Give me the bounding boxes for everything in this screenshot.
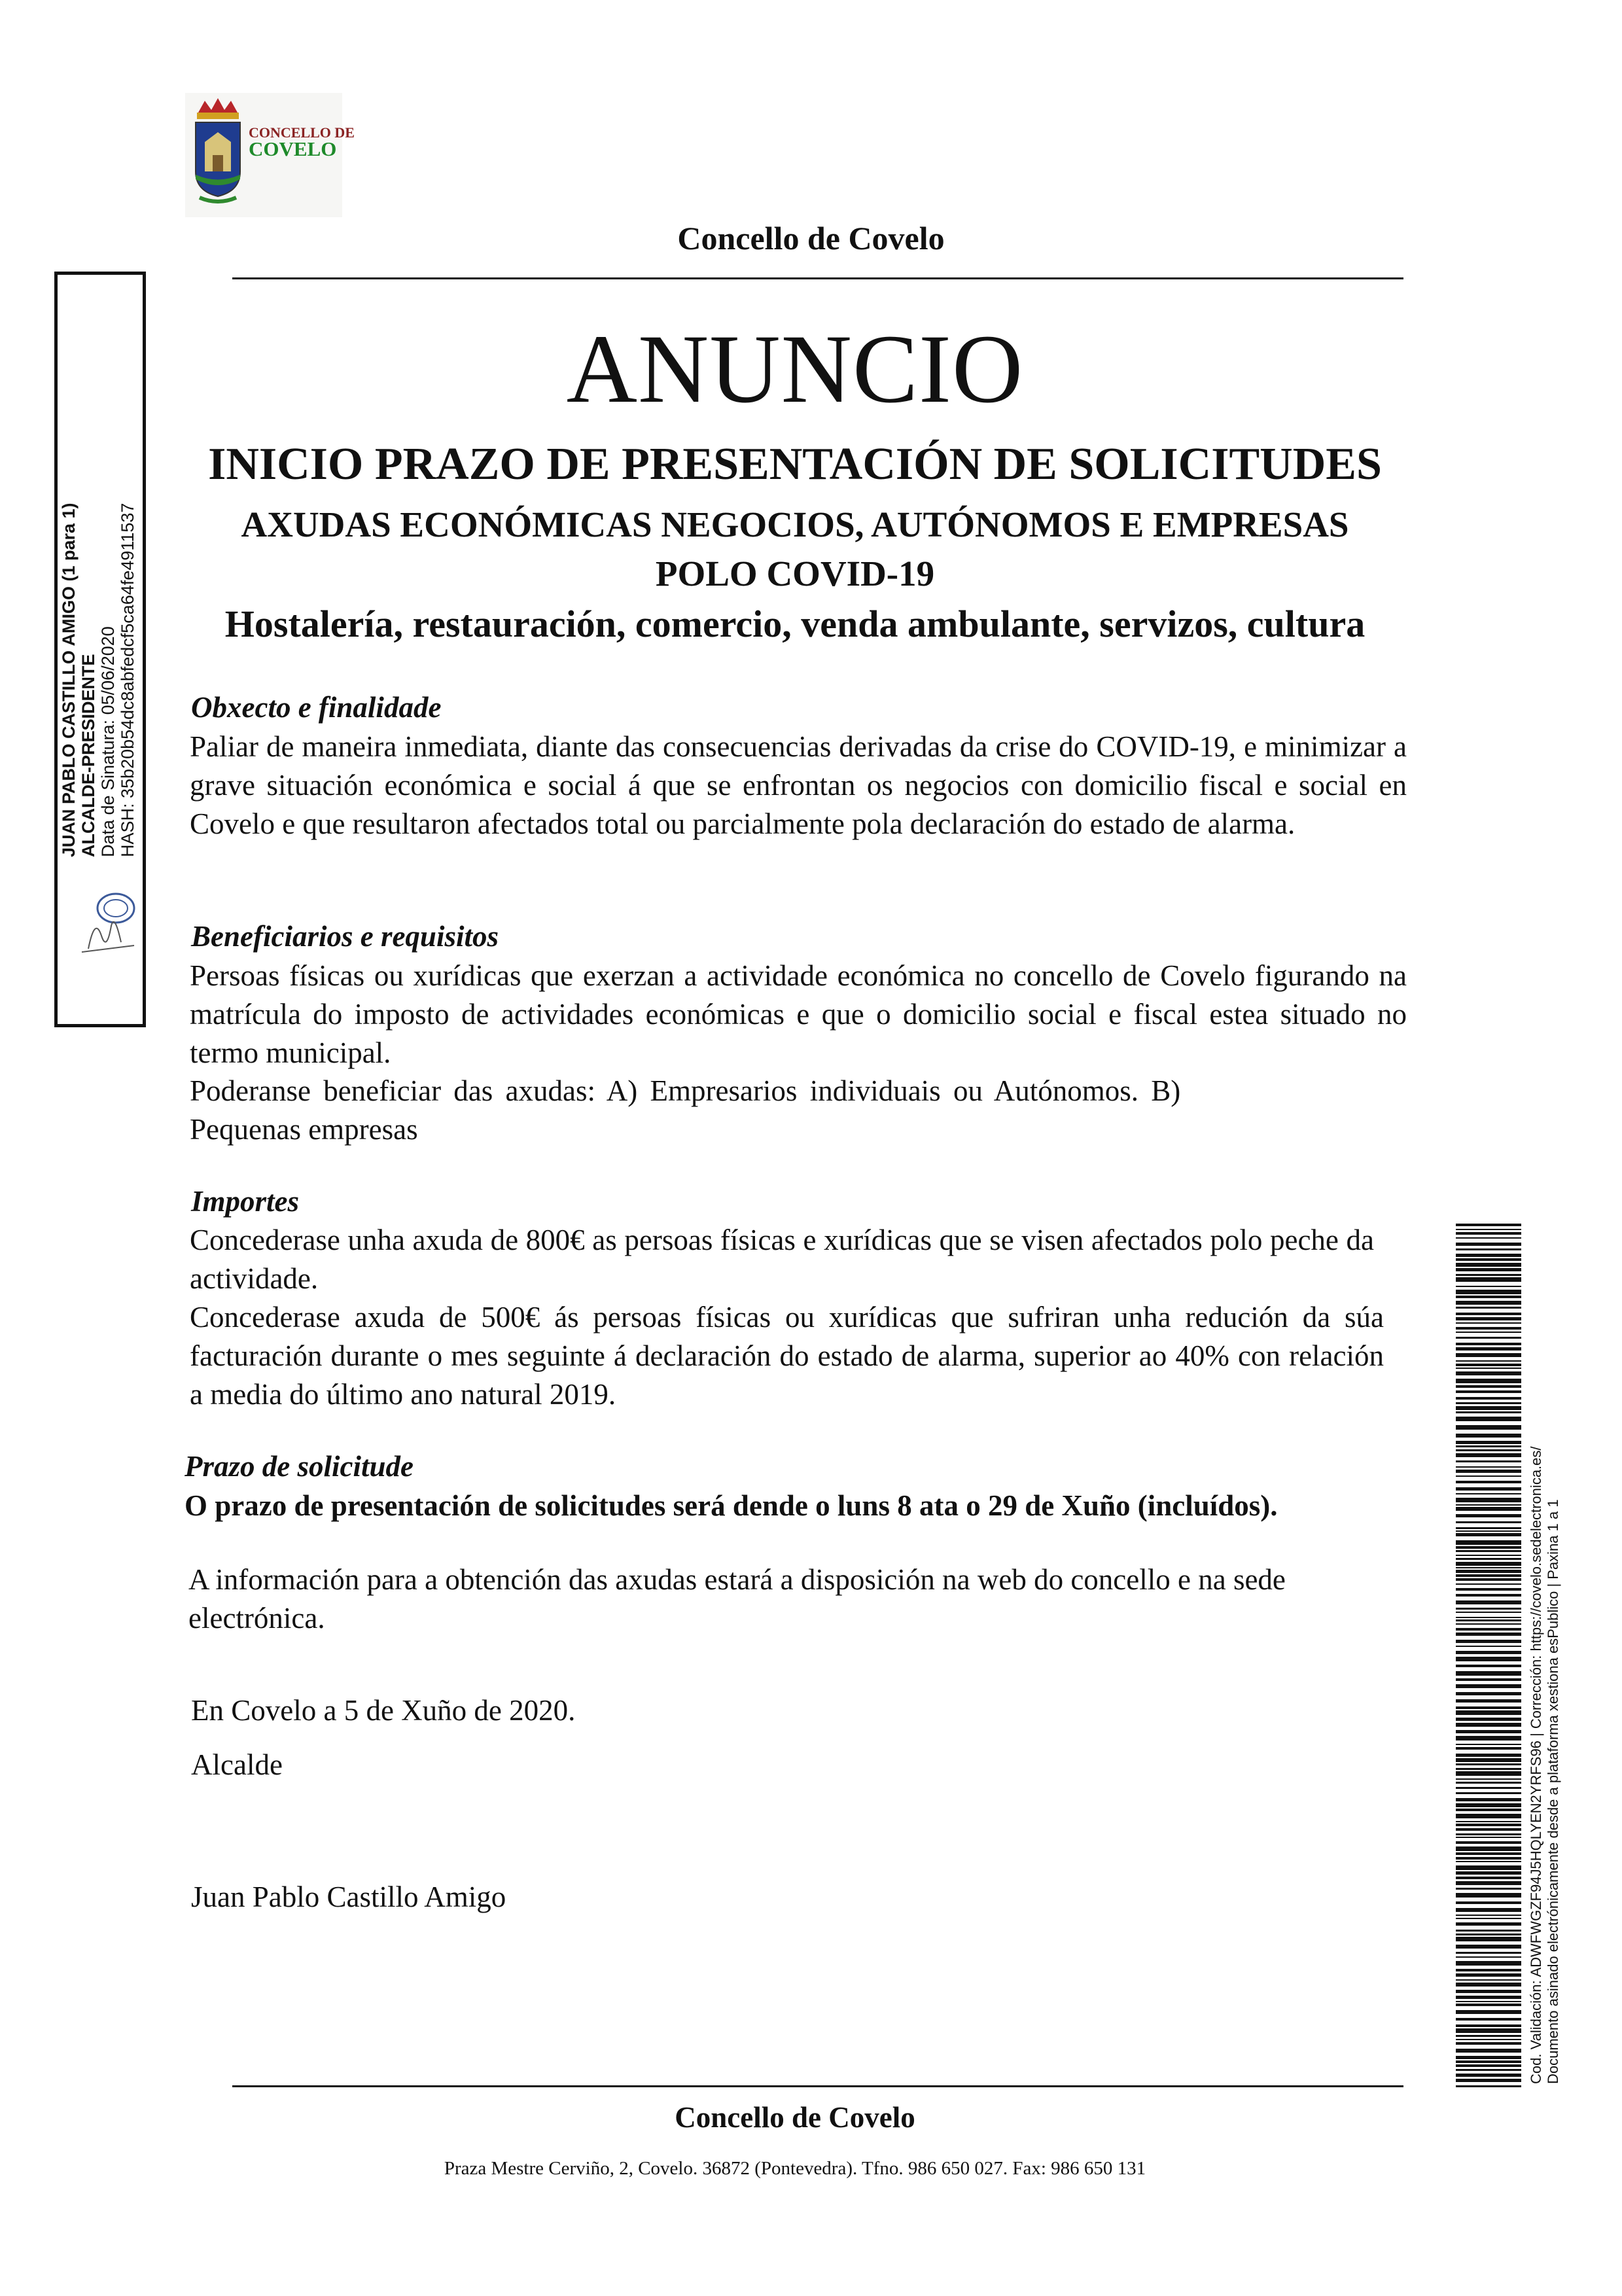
barcode-bar: [1456, 1952, 1521, 1954]
barcode-bar: [1456, 1956, 1521, 1958]
barcode-bar: [1456, 1771, 1521, 1776]
barcode-bar: [1456, 1385, 1521, 1388]
signature-stamp-line2: ALCALDE-PRESIDENTE: [79, 654, 98, 857]
barcode-bar: [1456, 2056, 1521, 2059]
validation-line1: Cod. Validación: ADWFWGZF94J5HQLYEN2YRFS96 | Corrección: https://covelo.sedelectronica.es/: [1528, 1446, 1544, 2084]
barcode-bar: [1456, 1445, 1521, 1447]
barcode-bar: [1456, 1406, 1521, 1410]
barcode-bar: [1456, 1449, 1521, 1451]
barcode-bar: [1456, 2074, 1521, 2077]
barcode-bar: [1456, 1758, 1521, 1762]
barcode-bar: [1456, 1360, 1521, 1362]
barcode-bar: [1456, 1623, 1521, 1625]
barcode-bar: [1456, 1633, 1521, 1636]
barcode-bar: [1456, 1814, 1521, 1818]
barcode-bar: [1456, 1915, 1521, 1916]
signature-stamp-line3: Data de Sinatura: 05/06/2020: [98, 626, 118, 857]
validation-barcode: [1456, 1224, 1521, 2087]
barcode-bar: [1456, 1846, 1521, 1851]
barcode-bar: [1456, 2069, 1521, 2071]
footer-title: Concello de Covelo: [675, 2101, 915, 2134]
barcode-bar: [1456, 1353, 1521, 1357]
barcode-bar: [1456, 1730, 1521, 1733]
barcode-bar: [1456, 1411, 1521, 1413]
barcode-bar: [1456, 1425, 1521, 1430]
barcode-bar: [1456, 1460, 1521, 1462]
barcode-bar: [1456, 1600, 1521, 1604]
barcode-bar: [1456, 1881, 1521, 1885]
barcode-bar: [1456, 1588, 1521, 1591]
barcode-bar: [1456, 1417, 1521, 1421]
barcode-bar: [1456, 1828, 1521, 1831]
signature-seal-icon: [75, 890, 144, 962]
barcode-bar: [1456, 1990, 1521, 1993]
barcode-bar: [1456, 1893, 1521, 1898]
barcode-bar: [1456, 1487, 1521, 1491]
barcode-bar: [1456, 1530, 1521, 1532]
barcode-bar: [1456, 1684, 1521, 1688]
barcode-bar: [1456, 1268, 1521, 1271]
barcode-bar: [1456, 1441, 1521, 1444]
closing-date: En Covelo a 5 de Xuño de 2020.: [191, 1694, 576, 1727]
header-title: Concello de Covelo: [677, 220, 945, 256]
barcode-bar: [1456, 1723, 1521, 1727]
barcode-bar: [1456, 2060, 1521, 2063]
barcode-bar: [1456, 1368, 1521, 1369]
barcode-bar: [1456, 1821, 1521, 1822]
barcode-bar: [1456, 1327, 1521, 1330]
barcode-bar: [1456, 1837, 1521, 1838]
barcode-bar: [1456, 1651, 1521, 1654]
barcode-bar: [1456, 1527, 1521, 1529]
barcode-bar: [1456, 1364, 1521, 1366]
logo-line1: CONCELLO DE: [249, 124, 355, 141]
barcode-bar: [1456, 1578, 1521, 1581]
barcode-bar: [1456, 2028, 1521, 2033]
barcode-bar: [1456, 1481, 1521, 1483]
barcode-bar: [1456, 1937, 1521, 1941]
validation-text: [1528, 1214, 1562, 2084]
barcode-bar: [1456, 1640, 1521, 1643]
barcode-bar: [1456, 1983, 1521, 1987]
barcode-bar: [1456, 1787, 1521, 1789]
barcode-bar: [1456, 1550, 1521, 1552]
barcode-bar: [1456, 1608, 1521, 1610]
barcode-bar: [1456, 1594, 1521, 1597]
logo-line2: COVELO: [249, 137, 337, 160]
barcode-bar: [1456, 1343, 1521, 1345]
barcode-bar: [1456, 1678, 1521, 1681]
barcode-bar: [1456, 1504, 1521, 1506]
barcode-bar: [1456, 1232, 1521, 1235]
barcode-bar: [1456, 2079, 1521, 2082]
barcode-bar: [1456, 1718, 1521, 1721]
barcode-bar: [1456, 1258, 1521, 1261]
barcode-bar: [1456, 1521, 1521, 1523]
footer-divider: [232, 2085, 1403, 2087]
barcode-bar: [1456, 1296, 1521, 1298]
barcode-bar: [1456, 2064, 1521, 2067]
barcode-bar: [1456, 2024, 1521, 2027]
barcode-bar: [1456, 1229, 1521, 1230]
barcode-bar: [1456, 1243, 1521, 1246]
barcode-bar: [1456, 1969, 1521, 1971]
barcode-bar: [1456, 1277, 1521, 1282]
section-text-beneficiaries-2b: Pequenas empresas: [190, 1113, 418, 1146]
signature-stamp-line1: JUAN PABLO CASTILLO AMIGO (1 para 1): [59, 503, 79, 857]
barcode-bar: [1456, 1692, 1521, 1695]
barcode-bar: [1456, 1706, 1521, 1709]
section-text-amounts-1: Concederase unha axuda de 800€ as persoas físicas e xurídicas que se visen afectados polo peche da actividade.: [190, 1224, 1374, 1295]
barcode-bar: [1456, 1507, 1521, 1511]
barcode-bar: [1456, 1402, 1521, 1404]
announcement-subtitle-2: POLO COVID-19: [655, 554, 935, 593]
barcode-bar: [1456, 1908, 1521, 1912]
section-text-deadline: O prazo de presentación de solicitudes será dende o luns 8 ata o 29 de Xuño (incluídos).: [185, 1489, 1278, 1522]
barcode-bar: [1456, 1918, 1521, 1919]
announcement-subtitle-3: Hostalería, restauración, comercio, venda ambulante, servizos, cultura: [224, 603, 1366, 645]
barcode-bar: [1456, 1934, 1521, 1935]
barcode-bar: [1456, 2018, 1521, 2021]
barcode-bar: [1456, 1379, 1521, 1383]
barcode-bar: [1456, 1540, 1521, 1545]
barcode-bar: [1456, 1453, 1521, 1457]
barcode-bar: [1456, 1322, 1521, 1324]
announcement-heading: ANUNCIO: [566, 315, 1024, 423]
barcode-bar: [1456, 1736, 1521, 1740]
barcode-bar: [1456, 1841, 1521, 1844]
section-text-beneficiaries: Persoas físicas ou xurídicas que exerzan a actividade económica no concello de Covelo figurando na matrícula do imposto de actividades económicas e que o domicilio social e fiscal estea situado no termo municipal.: [190, 959, 1407, 1069]
barcode-bar: [1456, 1809, 1521, 1811]
barcode-bar: [1456, 1857, 1521, 1860]
barcode-bar: [1456, 1337, 1521, 1339]
barcode-bar: [1456, 1996, 1521, 1999]
barcode-bar: [1456, 1665, 1521, 1667]
barcode-bar: [1456, 1583, 1521, 1585]
barcode-bar: [1456, 2035, 1521, 2037]
barcode-bar: [1456, 2004, 1521, 2006]
barcode-bar: [1456, 1979, 1521, 1981]
barcode-bar: [1456, 1574, 1521, 1577]
barcode-bar: [1456, 1628, 1521, 1631]
barcode-bar: [1456, 1763, 1521, 1765]
barcode-bar: [1456, 1744, 1521, 1745]
barcode-bar: [1456, 1274, 1521, 1276]
barcode-bar: [1456, 1301, 1521, 1305]
barcode-bar: [1456, 1514, 1521, 1517]
barcode-bar: [1456, 1332, 1521, 1333]
barcode-bar: [1456, 1901, 1521, 1904]
barcode-bar: [1456, 1493, 1521, 1494]
barcode-bar: [1456, 1671, 1521, 1676]
barcode-bar: [1456, 1470, 1521, 1473]
barcode-bar: [1456, 1699, 1521, 1703]
barcode-bar: [1456, 1390, 1521, 1393]
barcode-bar: [1456, 1555, 1521, 1556]
barcode-bar: [1456, 2042, 1521, 2045]
barcode-bar: [1456, 1710, 1521, 1715]
barcode-bar: [1456, 1792, 1521, 1794]
barcode-bar: [1456, 1498, 1521, 1502]
barcode-bar: [1456, 1237, 1521, 1239]
barcode-bar: [1456, 1833, 1521, 1835]
barcode-bar: [1456, 1824, 1521, 1826]
barcode-bar: [1456, 1317, 1521, 1320]
section-text-info: A información para a obtención das axudas estará a disposición na web do concello e na sede electrónica.: [188, 1563, 1286, 1634]
barcode-bar: [1456, 1248, 1521, 1250]
barcode-bar: [1456, 1570, 1521, 1573]
barcode-bar: [1456, 1466, 1521, 1468]
barcode-bar: [1456, 1803, 1521, 1807]
barcode-bar: [1456, 1922, 1521, 1926]
barcode-bar: [1456, 1397, 1521, 1400]
header-divider: [232, 277, 1403, 279]
barcode-bar: [1456, 2049, 1521, 2053]
barcode-bar: [1456, 1558, 1521, 1560]
barcode-bar: [1456, 1871, 1521, 1875]
barcode-bar: [1456, 1778, 1521, 1780]
barcode-bar: [1456, 1877, 1521, 1879]
barcode-bar: [1456, 1861, 1521, 1862]
section-text-beneficiaries-2a: Poderanse beneficiar das axudas: A) Empresarios individuais ou Autónomos. B): [190, 1074, 1181, 1107]
barcode-bar: [1456, 1313, 1521, 1315]
closing-name: Juan Pablo Castillo Amigo: [191, 1881, 506, 1913]
section-title-objective: Obxecto e finalidade: [191, 691, 442, 724]
barcode-bar: [1456, 1747, 1521, 1750]
barcode-bar: [1456, 1567, 1521, 1568]
barcode-bar: [1456, 1286, 1521, 1287]
barcode-bar: [1456, 1945, 1521, 1949]
barcode-bar: [1456, 2085, 1521, 2087]
barcode-bar: [1456, 1754, 1521, 1757]
section-text-amounts-2: Concederase axuda de 500€ ás persoas físicas ou xurídicas que sufriran unha redución da súa facturación durante o mes seguinte á declaración do estado de alarma, superior ao 40% con relación a media do último ano natural 2019.: [190, 1301, 1384, 1411]
barcode-bar: [1456, 1768, 1521, 1770]
barcode-bar: [1456, 2039, 1521, 2040]
section-text-objective: Paliar de maneira inmediata, diante das consecuencias derivadas da crise do COVID-19, e minimizar a grave situación económica e social á que se enfrontan os negocios con domicilio fiscal e social en Covelo e que resultaron afectados total ou parcialmente pola declaración do estado de alarma.: [190, 730, 1407, 840]
barcode-bar: [1456, 1434, 1521, 1438]
barcode-bar: [1456, 1852, 1521, 1855]
barcode-bar: [1456, 1619, 1521, 1621]
barcode-bar: [1456, 1798, 1521, 1801]
barcode-bar: [1456, 1973, 1521, 1977]
barcode-bar: [1456, 1612, 1521, 1613]
section-title-deadline: Prazo de solicitude: [185, 1450, 414, 1483]
barcode-bar: [1456, 1533, 1521, 1536]
section-title-beneficiaries: Beneficiarios e requisitos: [191, 920, 499, 953]
validation-line2: Documento asinado electrónicamente desde a plataforma xestiona esPublico | Paxina 1 a 1: [1545, 1499, 1561, 2084]
barcode-bar: [1456, 1307, 1521, 1309]
barcode-bar: [1456, 1290, 1521, 1294]
signature-stamp-line4: HASH: 35b20b54dc8abfedcf5ca64fe4911537: [118, 503, 137, 857]
closing-role: Alcalde: [191, 1748, 283, 1781]
signature-stamp-text: [59, 425, 137, 857]
barcode-bar: [1456, 1617, 1521, 1618]
barcode-bar: [1456, 1961, 1521, 1966]
section-title-amounts: Importes: [191, 1185, 300, 1218]
barcode-bar: [1456, 1371, 1521, 1375]
barcode-bar: [1456, 2001, 1521, 2002]
announcement-title: INICIO PRAZO DE PRESENTACIÓN DE SOLICITUDES: [208, 439, 1382, 489]
announcement-subtitle-1: AXUDAS ECONÓMICAS NEGOCIOS, AUTÓNOMOS E EMPRESAS: [241, 504, 1349, 544]
barcode-bar: [1456, 1930, 1521, 1932]
barcode-bar: [1456, 1865, 1521, 1870]
barcode-bar: [1456, 1224, 1521, 1226]
barcode-bar: [1456, 1546, 1521, 1549]
barcode-bar: [1456, 1888, 1521, 1890]
barcode-bar: [1456, 1475, 1521, 1477]
barcode-bar: [1456, 1782, 1521, 1784]
barcode-bar: [1456, 2010, 1521, 2014]
barcode-bar: [1456, 1263, 1521, 1267]
barcode-bar: [1456, 1646, 1521, 1647]
barcode-bar: [1456, 1657, 1521, 1661]
barcode-bar: [1456, 1254, 1521, 1257]
barcode-bar: [1456, 1347, 1521, 1351]
footer-address: Praza Mestre Cerviño, 2, Covelo. 36872 (Pontevedra). Tfno. 986 650 027. Fax: 986 650 131: [444, 2158, 1146, 2179]
barcode-bar: [1456, 1562, 1521, 1566]
